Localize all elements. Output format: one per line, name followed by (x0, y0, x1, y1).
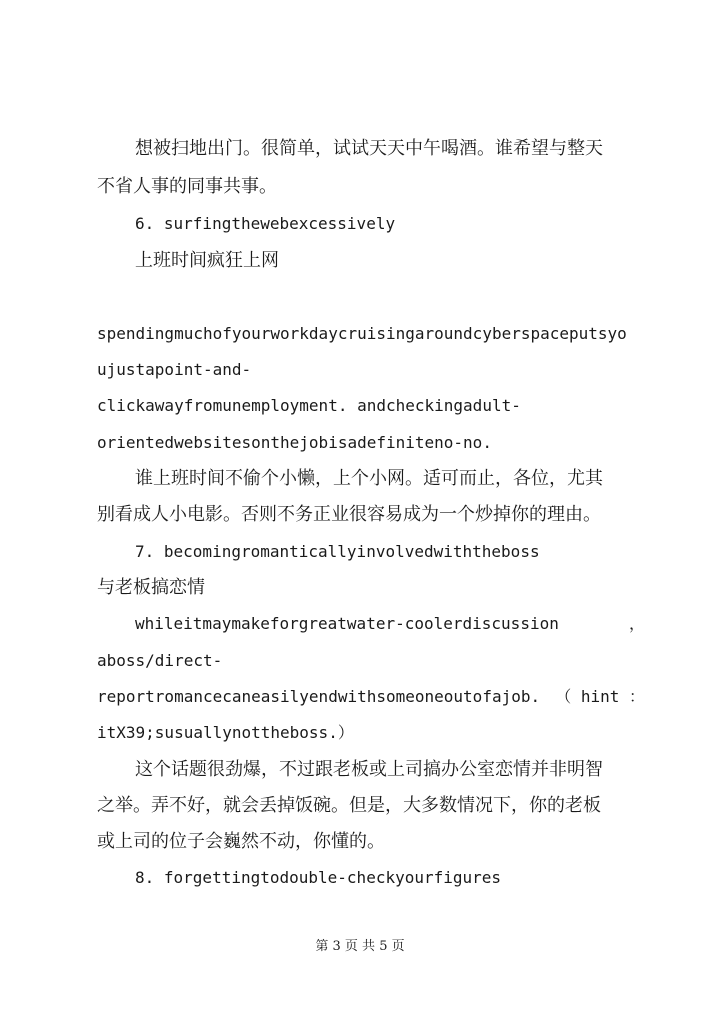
paragraph-line: itX39;susuallynottheboss.） (97, 723, 354, 742)
paragraph-text: （ hint ： (555, 687, 645, 706)
paragraph-line: 或上司的位子会巍然不动，你懂的。 (97, 831, 385, 852)
paragraph-text: reportromancecaneasilyendwithsomeoneoutofajob. (97, 687, 541, 706)
section-subheading: 与老板搞恋情 (97, 577, 205, 598)
paragraph-line: orientedwebsitesonthejobisadefiniteno-no. (97, 433, 492, 452)
punctuation: ， (628, 614, 645, 633)
page-footer: 第 3 页 共 5 页 (315, 939, 405, 954)
paragraph-line: 别看成人小电影。否则不务正业很容易成为一个炒掉你的理由。 (97, 504, 601, 525)
paragraph-line (97, 685, 645, 709)
paragraph-line: 谁上班时间不偷个小懒，上个小网。适可而止，各位，尤其 (135, 468, 603, 489)
paragraph-line: 这个话题很劲爆，不过跟老板或上司搞办公室恋情并非明智 (135, 759, 603, 780)
paragraph-line: clickawayfromunemployment. andcheckingadult- (97, 396, 521, 415)
paragraph-line: 之举。弄不好，就会丢掉饭碗。但是，大多数情况下，你的老板 (97, 795, 601, 816)
paragraph-text: whileitmaymakeforgreatwater-coolerdiscussion (135, 614, 559, 633)
paragraph-line: spendingmuchofyourworkdaycruisingaroundcyberspaceputsyo (97, 324, 627, 343)
paragraph-line: 不省人事的同事共事。 (97, 176, 277, 197)
paragraph-line: ujustapoint-and- (97, 360, 252, 379)
section-heading: 7. becomingromanticallyinvolvedwiththeboss (135, 542, 540, 561)
paragraph-line: aboss/direct- (97, 651, 223, 670)
paragraph-line: 想被扫地出门。很简单，试试天天中午喝酒。谁希望与整天 (135, 138, 603, 159)
section-subheading: 上班时间疯狂上网 (135, 250, 279, 271)
paragraph-line (135, 612, 645, 636)
section-heading: 6. surfingthewebexcessively (135, 214, 396, 233)
section-heading: 8. forgettingtodouble-checkyourfigures (135, 868, 502, 887)
